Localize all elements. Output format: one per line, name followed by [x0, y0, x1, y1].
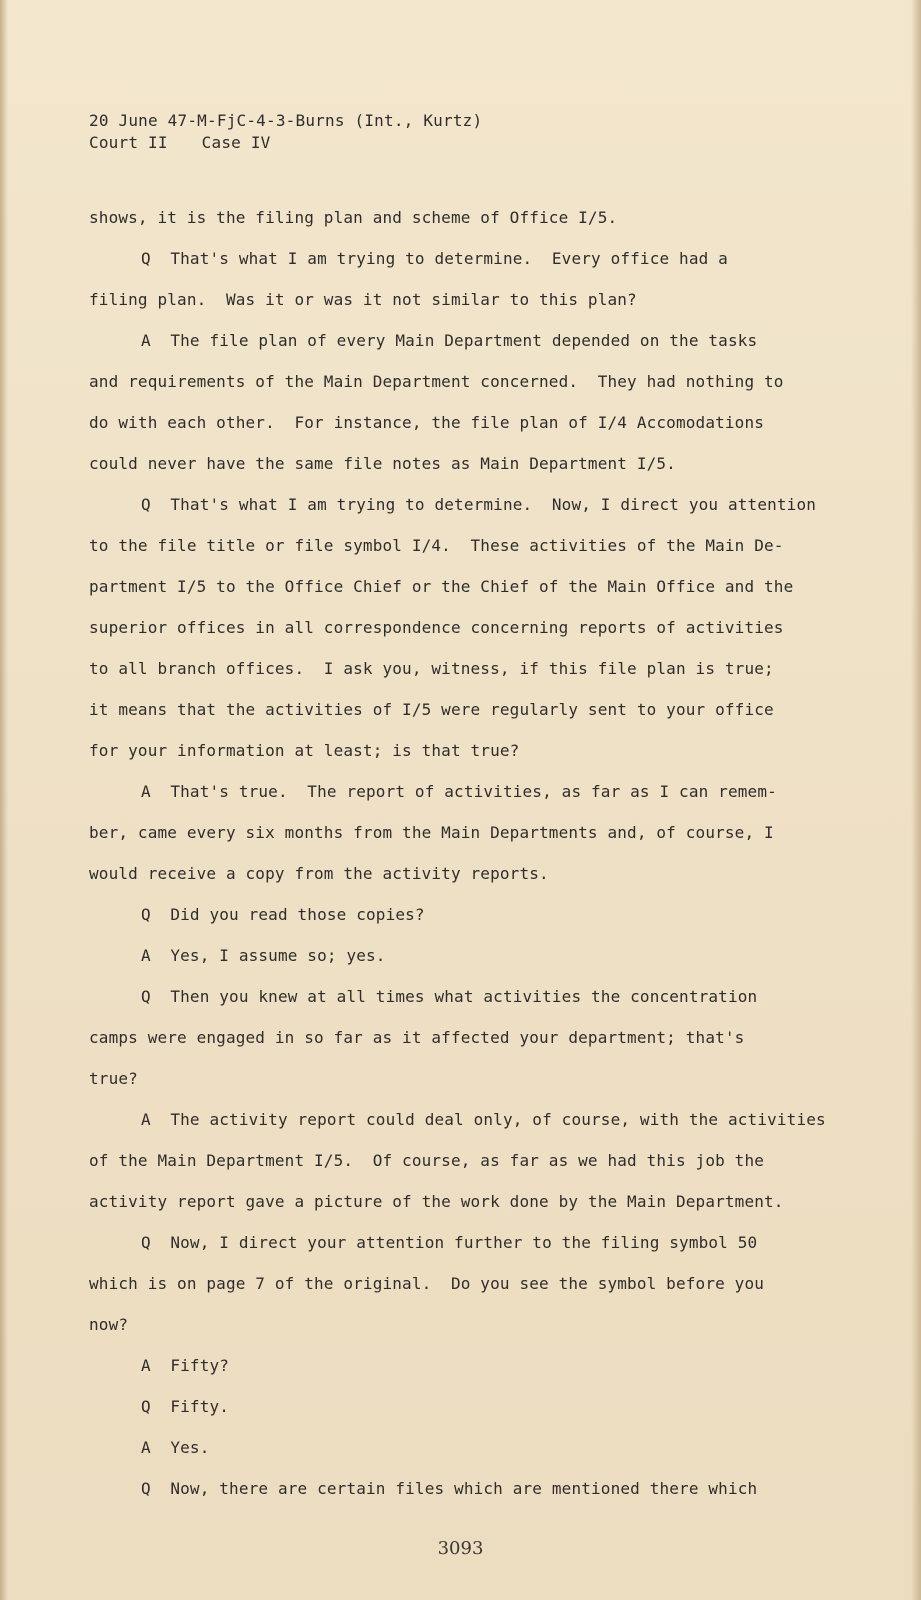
transcript-line: A That's true. The report of activities, as far as I can remem- — [141, 782, 777, 801]
document-header — [89, 110, 482, 154]
transcript-line: camps were engaged in so far as it affected your department; that's — [89, 1028, 745, 1047]
transcript-line: of the Main Department I/5. Of course, as far as we had this job the — [89, 1151, 765, 1170]
page-edge-right — [911, 0, 921, 1600]
transcript-line: Q Fifty. — [141, 1397, 230, 1416]
transcript-line: ber, came every six months from the Main Departments and, of course, I — [89, 823, 774, 842]
page-edge-left — [0, 0, 8, 1600]
transcript-line: Q That's what I am trying to determine. Now, I direct you attention — [141, 495, 817, 514]
transcript-line: activity report gave a picture of the work done by the Main Department. — [89, 1192, 784, 1211]
transcript-line: to all branch offices. I ask you, witness, if this file plan is true; — [89, 659, 774, 678]
transcript-line: Q Now, there are certain files which are mentioned there which — [141, 1479, 758, 1498]
transcript-line: A Yes, I assume so; yes. — [141, 946, 386, 965]
transcript-line: A Yes. — [141, 1438, 210, 1457]
transcript-body — [89, 207, 889, 1519]
transcript-line: which is on page 7 of the original. Do you see the symbol before you — [89, 1274, 765, 1293]
transcript-line: Q Did you read those copies? — [141, 905, 425, 924]
transcript-line: Q Now, I direct your attention further to the filing symbol 50 — [141, 1233, 758, 1252]
transcript-line: A The file plan of every Main Department depended on the tasks — [141, 331, 758, 350]
header-court: Court II — [89, 133, 168, 152]
transcript-line: A Fifty? — [141, 1356, 230, 1375]
header-date-line: 20 June 47-M-FjC-4-3-Burns (Int., Kurtz) — [89, 111, 483, 130]
transcript-line: to the file title or file symbol I/4. These activities of the Main De- — [89, 536, 784, 555]
transcript-line: A The activity report could deal only, of course, with the activities — [141, 1110, 826, 1129]
transcript-line: shows, it is the filing plan and scheme of Office I/5. — [89, 208, 618, 227]
header-case: Case IV — [201, 133, 271, 152]
page-number: 3093 — [437, 1538, 484, 1559]
transcript-line: filing plan. Was it or was it not similar to this plan? — [89, 290, 637, 309]
transcript-line: could never have the same file notes as Main Department I/5. — [89, 454, 676, 473]
transcript-line: Q Then you knew at all times what activities the concentration — [141, 987, 758, 1006]
transcript-line: would receive a copy from the activity reports. — [89, 864, 549, 883]
header-court-case-line — [89, 132, 482, 154]
transcript-line: do with each other. For instance, the file plan of I/4 Accomodations — [89, 413, 765, 432]
transcript-line: and requirements of the Main Department concerned. They had nothing to — [89, 372, 784, 391]
transcript-line: superior offices in all correspondence concerning reports of activities — [89, 618, 784, 637]
transcript-line: it means that the activities of I/5 were regularly sent to your office — [89, 700, 774, 719]
transcript-line: for your information at least; is that true? — [89, 741, 520, 760]
transcript-line: now? — [89, 1315, 129, 1334]
transcript-line: true? — [89, 1069, 138, 1088]
transcript-line: Q That's what I am trying to determine. Every office had a — [141, 249, 728, 268]
transcript-line: partment I/5 to the Office Chief or the Chief of the Main Office and the — [89, 577, 794, 596]
